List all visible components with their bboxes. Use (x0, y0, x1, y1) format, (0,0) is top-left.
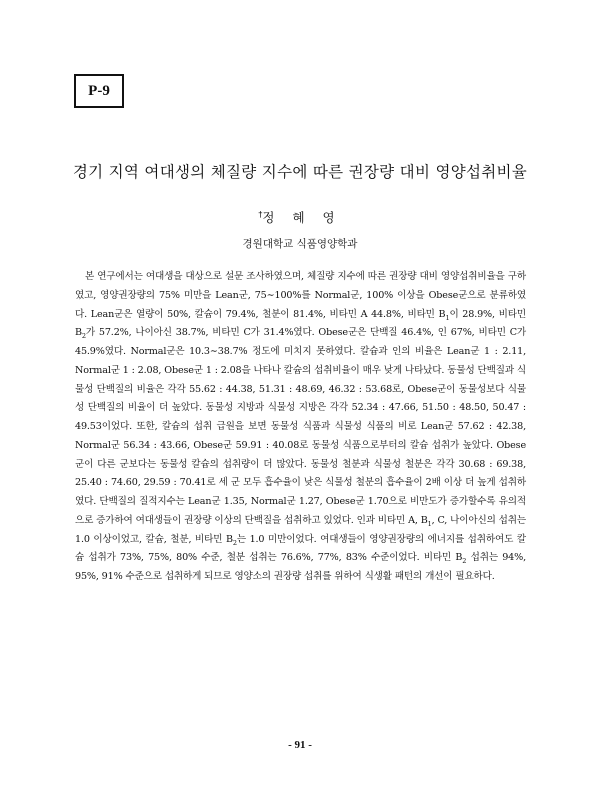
author-affiliation: 경원대학교 식품영양학과 (242, 238, 358, 250)
abstract-subscript: 2 (462, 557, 467, 566)
abstract-body (75, 268, 526, 587)
abstract-text: 가 57.2%, 나이아신 38.7%, 비타민 C가 31.4%였다. Obese군은 단백질 46.4%, 인 67%, 비타민 C가 45.9%였다. Normal군은 10.3∼38.7% 정도에 미치지 못하였다. 칼슘과 인의 비율은 Lean군 1 : 2.11, Normal군 1 : 2.08, Obese군 1 : 2.08을 나타나 칼슘의 섭취비율이 매우 낮게 나타났다. 동물성 단백질과 식물성 단백질의 비율은 각각 55.62 : 44.38, 51.31 : 48.69, 46.32 : 53.68로, Obese군이 동물성보다 식물성 단백질의 비율이 더 높았다. 동물성 지방과 식물성 지방은 각각 52.34 : 47.66, 51.50 : 48.50, 50.47 : 49.53이었다. 또한, 칼슘의 섭취 급원을 보면 동물성 식품과 식물성 식품의 비로 Lean군 57.62 : 42.38, Normal군 56.34 : 43.66, Obese군 59.91 : 40.08로 동물성 식품으로부터의 칼슘 섭취가 높았다. Obese군이 다른 군보다는 동물성 칼슘의 섭취량이 더 많았다. 동물성 철분과 식물성 철분은 각각 30.68 : 69.38, 25.40 : 74.60, 29.59 : 70.41로 세 군 모두 흡수율이 낮은 식물성 철분의 흡수율이 2배 이상 더 높게 섭취하였다. 단백질의 질적지수는 Lean군 1.35, Normal군 1.27, Obese군 1.70으로 비만도가 증가할수록 유의적으로 증가하여 여대생들이 권장량 이상의 단백질을 섭취하고 있었다. 인과 비타민 A, B (75, 327, 526, 526)
paper-title: 경기 지역 여대생의 체질량 지수에 따른 권장량 대비 영양섭취비율 (72, 163, 528, 181)
page-number: - 91 - (288, 739, 312, 751)
abstract-text: , C, 나이아신의 섭취는 1.0 이상이었고, 칼슘, 철분, 비타민 B (75, 514, 526, 545)
abstract-subscript: 1 (445, 313, 450, 322)
corresponding-author-marker: † (258, 209, 263, 219)
poster-code-badge: P-9 (74, 74, 124, 108)
abstract-subscript: 1 (427, 519, 432, 528)
abstract-text: 섭취는 94%, 95%, 91% 수준으로 섭취하게 되므로 영양소의 권장량 섭취를 위하여 식생활 패턴의 개선이 필요하다. (75, 552, 526, 582)
abstract-subscript: 2 (232, 538, 237, 547)
abstract-subscript: 2 (81, 332, 86, 341)
author-name: 정 혜 영 (262, 210, 342, 225)
abstract-text: 본 연구에서는 여대생을 대상으로 설문 조사하였으며, 체질량 지수에 따른 권장량 대비 영양섭취비율을 구하였고, 영양권장량의 75% 미만을 Lean군, 75∼100%를 Normal군, 100% 이상을 Obese군으로 분류하였다. Lean군은 열량이 50%, 칼슘이 79.4%, 철분이 81.4%, 비타민 A 44.8%, 비타민 B (75, 271, 526, 320)
author-line (0, 208, 600, 226)
abstract-text: 이 28.9%, 비타민 B (75, 308, 526, 339)
abstract-text: 는 1.0 미만이었다. 여대생들이 영양권장량의 에너지를 섭취하여도 칼슘 섭취가 73%, 75%, 80% 수준, 철분 섭취는 76.6%, 77%, 83% 수준이었다. 비타민 B (75, 533, 526, 564)
